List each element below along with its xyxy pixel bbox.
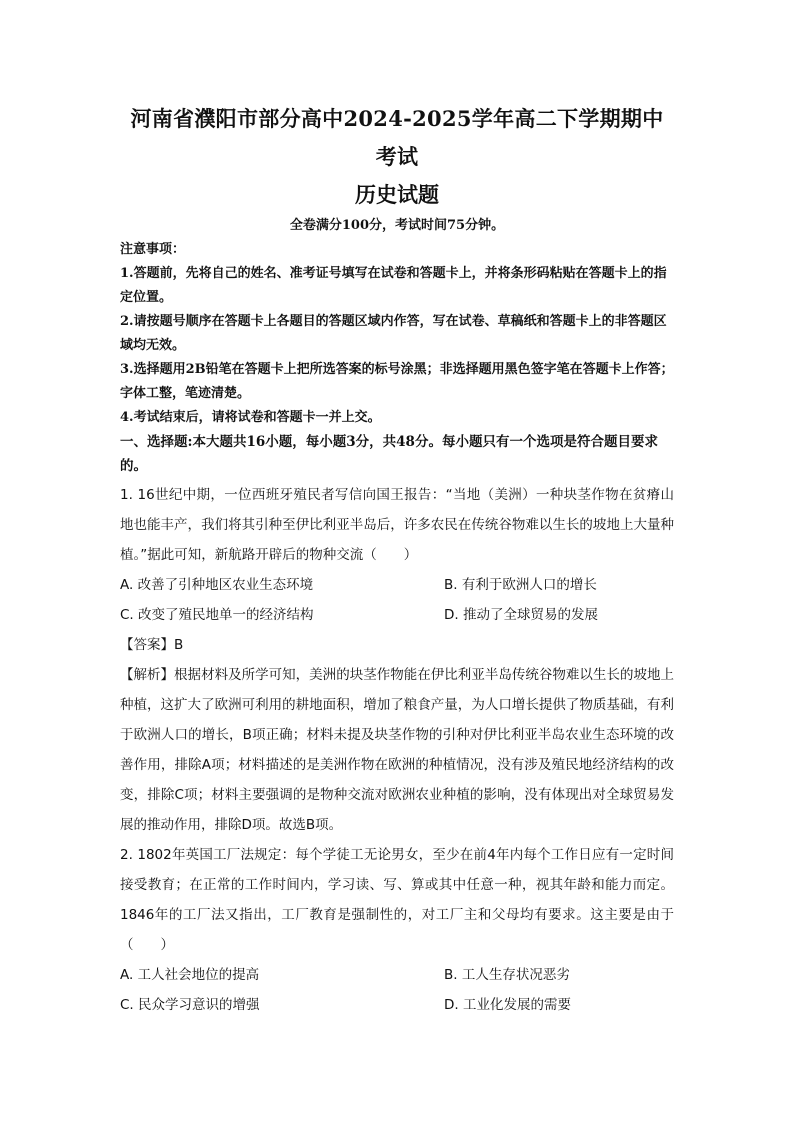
notice-item-1: 1.答题前，先将自己的姓名、准考证号填写在试卷和答题卡上，并将条形码粘贴在答题卡上的指定位置。 (120, 266, 667, 305)
section-heading: 一、选择题:本大题共16小题，每小题3分，共48分。每小题只有一个选项是符合题目要求的。 (120, 434, 658, 474)
notice-item-4: 4.考试结束后，请将试卷和答题卡一并上交。 (120, 410, 381, 425)
option-c: C. 改变了殖民地单一的经济结构 (120, 607, 314, 623)
option-a: A. 工人社会地位的提高 (120, 967, 260, 983)
question-2 (120, 840, 674, 1020)
exam-subject: 历史试题 (355, 182, 439, 207)
option-a: A. 改善了引种地区农业生态环境 (120, 577, 314, 593)
question-stem: 2. 1802年英国工厂法规定：每个学徒工无论男女，至少在前4年内每个工作日应有一定时间接受教育；在正常的工作时间内，学习读、写、算或其中任意一种，视其年龄和能力而定。1846年的工厂法又指出，工厂教育是强制性的，对工厂主和父母均有要求。这主要是由于（ ） (120, 847, 674, 953)
notice-heading: 注意事项： (120, 242, 186, 257)
exam-meta: 全卷满分100分，考试时间75分钟。 (289, 218, 505, 233)
option-list (120, 570, 674, 630)
answer-label: 【答案】B (120, 637, 184, 653)
option-d: D. 工业化发展的需要 (444, 997, 571, 1013)
option-c: C. 民众学习意识的增强 (120, 997, 260, 1013)
notice-item-3: 3.选择题用2B铅笔在答题卡上把所选答案的标号涂黑；非选择题用黑色签字笔在答题卡上作答；字体工整，笔迹清楚。 (120, 362, 674, 401)
option-b: B. 工人生存状况恶劣 (444, 967, 570, 983)
option-b: B. 有利于欧洲人口的增长 (444, 577, 597, 593)
notice-item-2: 2.请按题号顺序在答题卡上各题目的答题区域内作答，写在试卷、草稿纸和答题卡上的非答题区域均无效。 (120, 314, 667, 353)
option-list (120, 960, 674, 1020)
exam-title: 河南省濮阳市部分高中2024-2025学年高二下学期期中考试 (130, 106, 664, 169)
option-d: D. 推动了全球贸易的发展 (444, 607, 598, 623)
analysis-text: 【解析】根据材料及所学可知，美洲的块茎作物能在伊比利亚半岛传统谷物难以生长的坡地上种植，这扩大了欧洲可利用的耕地面积，增加了粮食产量，为人口增长提供了物质基础，有利于欧洲人口的增长，B项正确；材料未提及块茎作物的引种对伊比利亚半岛农业生态环境的改善作用，排除A项；材料描述的是美洲作物在欧洲的种植情况，没有涉及殖民地经济结构的改变，排除C项；材料主要强调的是物种交流对欧洲农业种植的影响，没有体现出对全球贸易发展的推动作用，排除D项。故选B项。 (120, 667, 674, 833)
question-1 (120, 480, 674, 840)
question-stem: 1. 16世纪中期，一位西班牙殖民者写信向国王报告：“当地（美洲）一种块茎作物在贫瘠山地也能丰产，我们将其引种至伊比利亚半岛后，许多农民在传统谷物难以生长的坡地上大量种植。”据此可知，新航路开辟后的物种交流（ ） (120, 487, 674, 563)
